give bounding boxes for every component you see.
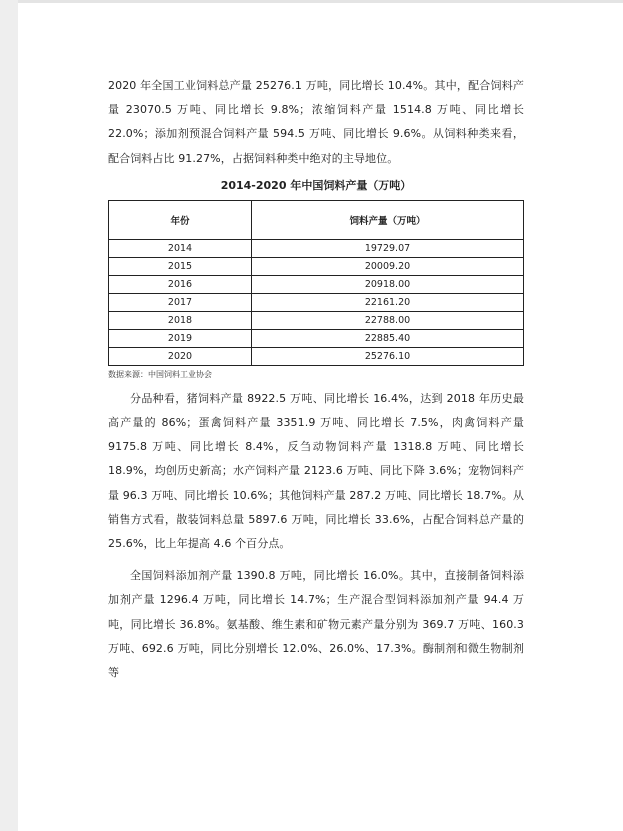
table-row xyxy=(109,275,524,293)
table-header-row xyxy=(109,200,524,239)
table-title: 2014-2020 年中国饲料产量（万吨） xyxy=(220,178,412,192)
cell-year: 2016 xyxy=(109,275,252,293)
feed-production-table xyxy=(108,200,524,366)
cell-output: 22161.20 xyxy=(252,293,524,311)
cell-year: 2015 xyxy=(109,257,252,275)
table-row xyxy=(109,329,524,347)
table-row xyxy=(109,311,524,329)
table-row xyxy=(109,257,524,275)
header-year: 年份 xyxy=(109,200,252,239)
viewer-left-edge xyxy=(0,0,18,831)
cell-year: 2020 xyxy=(109,347,252,365)
cell-output: 22885.40 xyxy=(252,329,524,347)
cell-output: 20918.00 xyxy=(252,275,524,293)
viewer-top-edge xyxy=(18,0,623,3)
table-row xyxy=(109,347,524,365)
header-output: 饲料产量（万吨） xyxy=(252,200,524,239)
table-row xyxy=(109,239,524,257)
cell-output: 19729.07 xyxy=(252,239,524,257)
cell-year: 2014 xyxy=(109,239,252,257)
table-row xyxy=(109,293,524,311)
data-source-note: 数据来源：中国饲料工业协会 xyxy=(108,369,212,379)
cell-output: 22788.00 xyxy=(252,311,524,329)
cell-year: 2018 xyxy=(109,311,252,329)
cell-year: 2019 xyxy=(109,329,252,347)
paragraph-by-variety: 分品种看，猪饲料产量 8922.5 万吨、同比增长 16.4%，达到 2018 年历史最高产量的 86%；蛋禽饲料产量 3351.9 万吨、同比增长 7.5%，肉禽饲料产量 9175.8 万吨、同比增长 8.4%，反刍动物饲料产量 1318.8 万吨、同比增长 18.9%，均创历史新高；水产饲料产量 2123.6 万吨、同比下降 3.6%；宠物饲料产量 96.3 万吨、同比增长 10.6%；其他饲料产量 287.2 万吨、同比增长 18.7%。从销售方式看，散装饲料总量 5897.6 万吨，同比增长 33.6%，占配合饲料总产量的 25.6%，比上年提高 4.6 个百分点。 xyxy=(108,391,524,551)
paragraph-feed-production: 2020 年全国工业饲料总产量 25276.1 万吨，同比增长 10.4%。其中，配合饲料产量 23070.5 万吨、同比增长 9.8%；浓缩饲料产量 1514.8 万吨、同比增长 22.0%；添加剂预混合饲料产量 594.5 万吨、同比增长 9.6%。从饲料种类来看，配合饲料占比 91.27%，占据饲料种类中绝对的主导地位。 xyxy=(108,79,524,165)
document-page xyxy=(108,74,524,685)
cell-year: 2017 xyxy=(109,293,252,311)
paragraph-feed-additives: 全国饲料添加剂产量 1390.8 万吨，同比增长 16.0%。其中，直接制备饲料添加剂产量 1296.4 万吨，同比增长 14.7%；生产混合型饲料添加剂产量 94.4 万吨，同比增长 36.8%。氨基酸、维生素和矿物元素产量分别为 369.7 万吨、160.3 万吨、692.6 万吨，同比分别增长 12.0%、26.0%、17.3%。酶制剂和微生物制剂等 xyxy=(108,569,524,680)
cell-output: 25276.10 xyxy=(252,347,524,365)
cell-output: 20009.20 xyxy=(252,257,524,275)
